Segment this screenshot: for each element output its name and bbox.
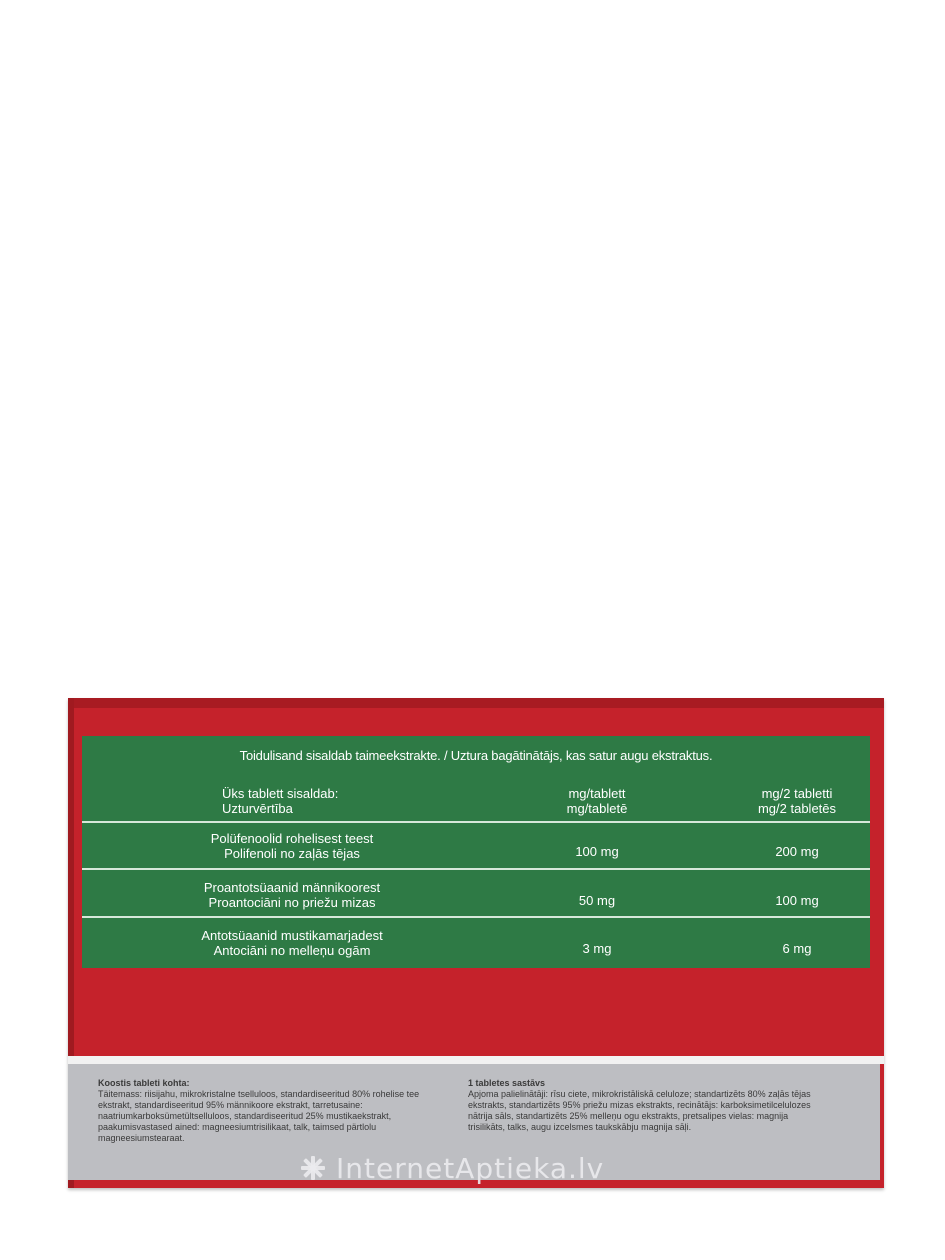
ingredient-name-line1: Proantotsüaanid männikoorest: [203, 880, 381, 895]
table-row: [82, 831, 870, 871]
composition-latvian: [468, 1078, 820, 1133]
product-box-back: [68, 698, 884, 1188]
table-header: [82, 786, 870, 818]
white-stripe: [68, 1056, 884, 1064]
header-name-cell: [222, 786, 522, 816]
ingredient-name: [142, 928, 442, 958]
composition-estonian: [98, 1078, 450, 1144]
composition-latvian-body: Apjoma palielinātāji: rīsu ciete, mikrokristāliskā celuloze; standartizēts 80% zaļās tējas ekstrakts, standartizēts 95% priežu mizas ekstrakts, recinātājs: karboksimetilcelulozes nātrija sāls, standartizēts 25% melleņu ogu ekstrakts, pretsalipes vielas: magnija trisilikāts, talks, augu izcelsmes taukskābju magnija sāļi.: [468, 1089, 811, 1132]
ingredient-name-line1: Polüfenoolid rohelisest teest: [210, 831, 374, 846]
table-row: [82, 880, 870, 920]
asterisk-logo-icon: [300, 1155, 326, 1181]
watermark: [300, 1152, 604, 1185]
composition-estonian-title: Koostis tableti kohta:: [98, 1078, 190, 1088]
per-tablet-value: 50 mg: [578, 893, 616, 908]
per-tablet-value: 3 mg: [582, 941, 612, 956]
supplement-intro: Toidulisand sisaldab taimeekstrakte. / Uztura bagātinātājs, kas satur augu ekstraktus.: [239, 748, 713, 763]
ingredient-name-line2: Polifenoli no zaļās tējas: [224, 846, 360, 861]
table-row: [82, 928, 870, 968]
header-per-tablet-line2: mg/tabletē: [566, 801, 628, 816]
nutrition-panel: [82, 736, 870, 968]
ingredient-name-line1: Antotsüaanid mustikamarjadest: [201, 928, 383, 943]
header-per-two-line2: mg/2 tabletēs: [757, 801, 837, 816]
ingredient-name: [142, 831, 442, 861]
header-per-two: [722, 786, 872, 816]
row-divider: [82, 868, 870, 870]
per-two-value: 200 mg: [775, 844, 819, 859]
per-two-value: 6 mg: [782, 941, 812, 956]
composition-latvian-title: 1 tabletes sastāvs: [468, 1078, 546, 1088]
row-divider: [82, 916, 870, 918]
header-name-line2: Uzturvērtība: [222, 801, 293, 816]
box-top-edge: [68, 698, 884, 708]
per-two-value: 100 mg: [775, 893, 819, 908]
watermark-text: InternetAptieka.lv: [336, 1152, 605, 1185]
row-divider: [82, 821, 870, 823]
per-tablet-value: 100 mg: [575, 844, 619, 859]
ingredient-name-line2: Proantociāni no priežu mizas: [208, 895, 376, 910]
header-per-tablet-line1: mg/tablett: [568, 786, 626, 801]
header-per-two-line1: mg/2 tabletti: [761, 786, 833, 801]
ingredient-name-line2: Antociāni no melleņu ogām: [213, 943, 371, 958]
composition-estonian-body: Täitemass: riisijahu, mikrokristalne tselluloos, standardiseeritud 80% rohelise tee ekstrakt, standardiseeritud 95% männikoore ekstrakt, tarretusaine: naatriumkarboksümetültselluloos, standardiseeritud 25% mustikaekstrakt, paakumisvastased ained: magneesiumtrisilikaat, talk, taimsed pärtlolu magneesiumstearaat.: [98, 1089, 420, 1143]
header-name-line1: Üks tablett sisaldab:: [222, 786, 339, 801]
header-per-tablet: [542, 786, 652, 816]
ingredient-name: [142, 880, 442, 910]
